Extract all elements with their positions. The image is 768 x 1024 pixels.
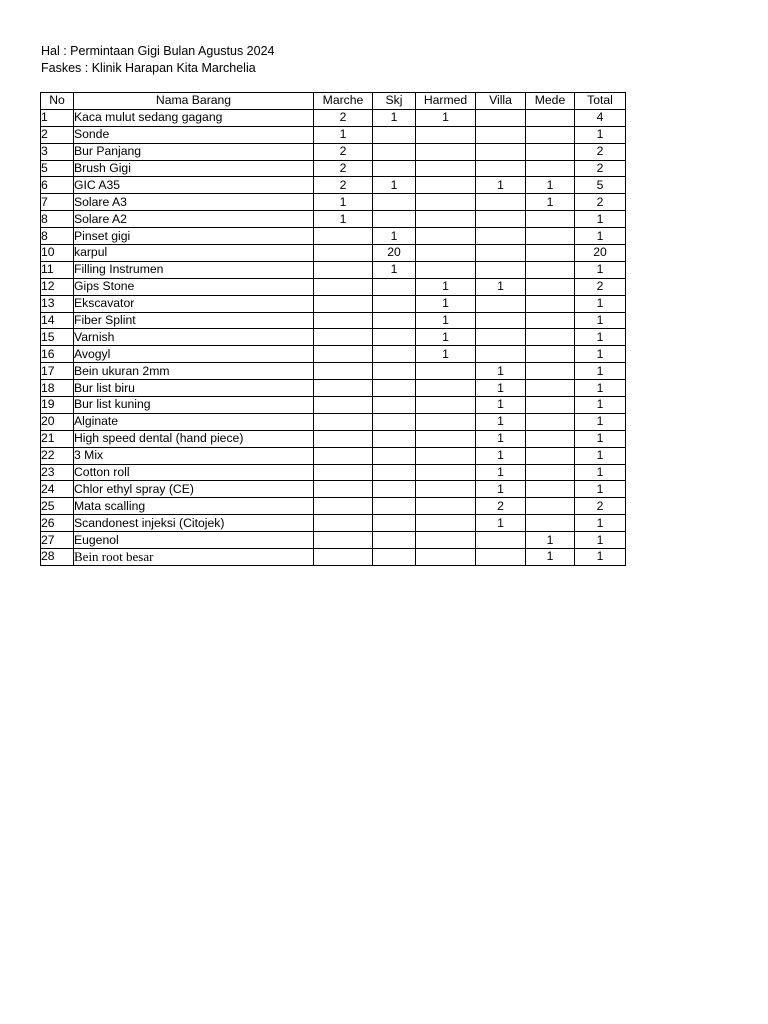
table-row <box>41 211 626 228</box>
cell-marche: 2 <box>314 109 373 126</box>
table-row <box>41 430 626 447</box>
cell-total: 1 <box>575 464 626 481</box>
cell-harmed <box>416 245 476 262</box>
cell-harmed <box>416 177 476 194</box>
cell-marche <box>314 312 373 329</box>
table-row <box>41 228 626 245</box>
cell-villa <box>476 228 526 245</box>
cell-harmed <box>416 515 476 532</box>
cell-total: 5 <box>575 177 626 194</box>
cell-total: 1 <box>575 363 626 380</box>
cell-marche <box>314 245 373 262</box>
cell-total: 1 <box>575 549 626 566</box>
cell-skj <box>373 329 416 346</box>
cell-no: 24 <box>41 481 74 498</box>
cell-mede <box>526 329 575 346</box>
cell-mede <box>526 413 575 430</box>
table-row <box>41 481 626 498</box>
cell-harmed <box>416 532 476 549</box>
cell-marche <box>314 481 373 498</box>
cell-harmed <box>416 397 476 414</box>
table-row <box>41 245 626 262</box>
cell-name: karpul <box>74 245 314 262</box>
cell-no: 8 <box>41 228 74 245</box>
table-row <box>41 464 626 481</box>
cell-villa: 1 <box>476 515 526 532</box>
cell-no: 8 <box>41 211 74 228</box>
cell-skj <box>373 464 416 481</box>
cell-mede <box>526 515 575 532</box>
cell-mede <box>526 160 575 177</box>
table-row <box>41 515 626 532</box>
cell-mede <box>526 430 575 447</box>
cell-name: Bur Panjang <box>74 143 314 160</box>
cell-no: 10 <box>41 245 74 262</box>
table-header-row <box>41 93 626 110</box>
cell-total: 1 <box>575 380 626 397</box>
cell-no: 21 <box>41 430 74 447</box>
cell-no: 28 <box>41 549 74 566</box>
cell-no: 18 <box>41 380 74 397</box>
cell-total: 1 <box>575 261 626 278</box>
cell-skj <box>373 515 416 532</box>
column-header-no: No <box>41 93 74 110</box>
cell-villa <box>476 261 526 278</box>
cell-skj <box>373 312 416 329</box>
cell-mede: 1 <box>526 532 575 549</box>
table-row <box>41 329 626 346</box>
cell-name: Mata scalling <box>74 498 314 515</box>
cell-villa: 2 <box>476 498 526 515</box>
cell-no: 27 <box>41 532 74 549</box>
cell-harmed: 1 <box>416 312 476 329</box>
cell-name: Ekscavator <box>74 295 314 312</box>
cell-name: Bein ukuran 2mm <box>74 363 314 380</box>
cell-name: Scandonest injeksi (Citojek) <box>74 515 314 532</box>
cell-total: 1 <box>575 211 626 228</box>
table-row <box>41 143 626 160</box>
cell-mede <box>526 380 575 397</box>
cell-villa: 1 <box>476 177 526 194</box>
cell-marche <box>314 261 373 278</box>
cell-harmed <box>416 363 476 380</box>
cell-skj <box>373 447 416 464</box>
cell-total: 2 <box>575 143 626 160</box>
cell-skj: 1 <box>373 261 416 278</box>
cell-marche <box>314 515 373 532</box>
cell-total: 1 <box>575 329 626 346</box>
cell-harmed <box>416 211 476 228</box>
cell-skj <box>373 363 416 380</box>
cell-no: 12 <box>41 278 74 295</box>
cell-villa: 1 <box>476 397 526 414</box>
cell-harmed <box>416 498 476 515</box>
cell-mede <box>526 211 575 228</box>
cell-harmed: 1 <box>416 346 476 363</box>
cell-name: Eugenol <box>74 532 314 549</box>
cell-villa: 1 <box>476 464 526 481</box>
cell-marche <box>314 532 373 549</box>
cell-villa <box>476 312 526 329</box>
cell-marche: 1 <box>314 211 373 228</box>
cell-marche: 2 <box>314 177 373 194</box>
cell-no: 14 <box>41 312 74 329</box>
column-header-skj: Skj <box>373 93 416 110</box>
cell-total: 1 <box>575 430 626 447</box>
cell-skj <box>373 532 416 549</box>
table-row <box>41 194 626 211</box>
cell-villa <box>476 346 526 363</box>
cell-name: Solare A2 <box>74 211 314 228</box>
cell-mede <box>526 397 575 414</box>
cell-name: Cotton roll <box>74 464 314 481</box>
cell-skj: 20 <box>373 245 416 262</box>
table-row <box>41 278 626 295</box>
cell-marche <box>314 329 373 346</box>
cell-no: 13 <box>41 295 74 312</box>
cell-name: GIC A35 <box>74 177 314 194</box>
cell-no: 3 <box>41 143 74 160</box>
cell-skj <box>373 430 416 447</box>
cell-skj: 1 <box>373 177 416 194</box>
cell-harmed <box>416 380 476 397</box>
cell-villa <box>476 126 526 143</box>
table-row <box>41 312 626 329</box>
cell-no: 19 <box>41 397 74 414</box>
cell-name: Bur list kuning <box>74 397 314 414</box>
cell-no: 26 <box>41 515 74 532</box>
cell-total: 2 <box>575 278 626 295</box>
cell-total: 1 <box>575 346 626 363</box>
column-header-mede: Mede <box>526 93 575 110</box>
table-row <box>41 346 626 363</box>
cell-mede <box>526 363 575 380</box>
cell-name: High speed dental (hand piece) <box>74 430 314 447</box>
cell-skj <box>373 143 416 160</box>
subject-line: Hal : Permintaan Gigi Bulan Agustus 2024 <box>41 44 275 58</box>
cell-no: 25 <box>41 498 74 515</box>
cell-mede <box>526 143 575 160</box>
cell-villa <box>476 295 526 312</box>
cell-skj <box>373 413 416 430</box>
cell-total: 2 <box>575 160 626 177</box>
cell-mede <box>526 346 575 363</box>
cell-skj <box>373 346 416 363</box>
cell-name: Solare A3 <box>74 194 314 211</box>
cell-mede <box>526 245 575 262</box>
column-header-marche: Marche <box>314 93 373 110</box>
cell-marche <box>314 549 373 566</box>
cell-mede <box>526 261 575 278</box>
cell-no: 15 <box>41 329 74 346</box>
cell-name: Filling Instrumen <box>74 261 314 278</box>
cell-no: 17 <box>41 363 74 380</box>
cell-harmed <box>416 447 476 464</box>
cell-name: Brush Gigi <box>74 160 314 177</box>
cell-name: Sonde <box>74 126 314 143</box>
table-row <box>41 447 626 464</box>
cell-name: Kaca mulut sedang gagang <box>74 109 314 126</box>
cell-no: 2 <box>41 126 74 143</box>
cell-mede <box>526 498 575 515</box>
cell-total: 2 <box>575 194 626 211</box>
cell-no: 16 <box>41 346 74 363</box>
table-row <box>41 498 626 515</box>
cell-harmed <box>416 481 476 498</box>
cell-total: 1 <box>575 295 626 312</box>
cell-no: 22 <box>41 447 74 464</box>
cell-total: 1 <box>575 397 626 414</box>
cell-marche <box>314 447 373 464</box>
cell-marche: 2 <box>314 143 373 160</box>
cell-skj <box>373 160 416 177</box>
cell-harmed <box>416 143 476 160</box>
table-row <box>41 160 626 177</box>
cell-villa: 1 <box>476 481 526 498</box>
cell-marche <box>314 430 373 447</box>
cell-mede <box>526 228 575 245</box>
cell-harmed <box>416 228 476 245</box>
cell-name: Varnish <box>74 329 314 346</box>
cell-villa <box>476 329 526 346</box>
table-row <box>41 549 626 566</box>
cell-villa <box>476 194 526 211</box>
table-row <box>41 177 626 194</box>
cell-harmed <box>416 261 476 278</box>
cell-no: 1 <box>41 109 74 126</box>
cell-villa: 1 <box>476 278 526 295</box>
cell-harmed: 1 <box>416 329 476 346</box>
cell-no: 23 <box>41 464 74 481</box>
cell-total: 2 <box>575 498 626 515</box>
facility-line: Faskes : Klinik Harapan Kita Marchelia <box>41 61 256 75</box>
cell-villa: 1 <box>476 447 526 464</box>
cell-no: 11 <box>41 261 74 278</box>
cell-mede <box>526 126 575 143</box>
cell-name: Gips Stone <box>74 278 314 295</box>
cell-name: Avogyl <box>74 346 314 363</box>
cell-marche <box>314 278 373 295</box>
cell-villa <box>476 532 526 549</box>
cell-total: 1 <box>575 413 626 430</box>
cell-villa <box>476 245 526 262</box>
cell-villa <box>476 549 526 566</box>
cell-skj <box>373 278 416 295</box>
cell-mede <box>526 312 575 329</box>
cell-skj: 1 <box>373 109 416 126</box>
cell-harmed <box>416 430 476 447</box>
cell-villa <box>476 160 526 177</box>
cell-marche <box>314 413 373 430</box>
cell-total: 20 <box>575 245 626 262</box>
cell-total: 1 <box>575 515 626 532</box>
cell-harmed <box>416 126 476 143</box>
cell-villa <box>476 211 526 228</box>
cell-harmed: 1 <box>416 278 476 295</box>
cell-mede <box>526 295 575 312</box>
table-body <box>41 109 626 565</box>
table-row <box>41 413 626 430</box>
cell-skj <box>373 498 416 515</box>
cell-mede <box>526 278 575 295</box>
cell-harmed <box>416 194 476 211</box>
cell-villa: 1 <box>476 430 526 447</box>
cell-name: Bur list biru <box>74 380 314 397</box>
cell-villa: 1 <box>476 413 526 430</box>
table-row <box>41 295 626 312</box>
cell-mede <box>526 447 575 464</box>
cell-mede: 1 <box>526 177 575 194</box>
cell-skj: 1 <box>373 228 416 245</box>
cell-marche <box>314 380 373 397</box>
cell-harmed <box>416 549 476 566</box>
table-row <box>41 397 626 414</box>
cell-marche: 2 <box>314 160 373 177</box>
cell-harmed <box>416 160 476 177</box>
cell-villa <box>476 109 526 126</box>
cell-skj <box>373 126 416 143</box>
cell-marche <box>314 464 373 481</box>
cell-skj <box>373 397 416 414</box>
cell-total: 1 <box>575 481 626 498</box>
cell-mede: 1 <box>526 549 575 566</box>
column-header-nama-barang: Nama Barang <box>74 93 314 110</box>
cell-skj <box>373 380 416 397</box>
cell-total: 1 <box>575 532 626 549</box>
cell-villa: 1 <box>476 363 526 380</box>
cell-marche <box>314 363 373 380</box>
column-header-harmed: Harmed <box>416 93 476 110</box>
cell-villa: 1 <box>476 380 526 397</box>
cell-skj <box>373 295 416 312</box>
cell-marche: 1 <box>314 194 373 211</box>
cell-skj <box>373 194 416 211</box>
cell-skj <box>373 549 416 566</box>
cell-skj <box>373 211 416 228</box>
cell-harmed: 1 <box>416 295 476 312</box>
cell-name: Fiber Splint <box>74 312 314 329</box>
table-row <box>41 126 626 143</box>
column-header-villa: Villa <box>476 93 526 110</box>
cell-no: 6 <box>41 177 74 194</box>
cell-no: 20 <box>41 413 74 430</box>
cell-harmed <box>416 464 476 481</box>
request-table <box>40 92 626 566</box>
column-header-total: Total <box>575 93 626 110</box>
document-header <box>41 43 274 77</box>
cell-marche <box>314 295 373 312</box>
cell-total: 1 <box>575 447 626 464</box>
cell-skj <box>373 481 416 498</box>
cell-name: Bein root besar <box>74 549 314 566</box>
cell-mede <box>526 481 575 498</box>
cell-no: 7 <box>41 194 74 211</box>
cell-name: Alginate <box>74 413 314 430</box>
table-row <box>41 363 626 380</box>
cell-name: 3 Mix <box>74 447 314 464</box>
cell-harmed: 1 <box>416 109 476 126</box>
table-row <box>41 261 626 278</box>
cell-mede <box>526 109 575 126</box>
cell-no: 5 <box>41 160 74 177</box>
cell-marche <box>314 228 373 245</box>
cell-total: 1 <box>575 312 626 329</box>
cell-name: Pinset gigi <box>74 228 314 245</box>
cell-mede <box>526 464 575 481</box>
table-row <box>41 109 626 126</box>
cell-villa <box>476 143 526 160</box>
cell-total: 4 <box>575 109 626 126</box>
cell-mede: 1 <box>526 194 575 211</box>
cell-marche: 1 <box>314 126 373 143</box>
cell-total: 1 <box>575 228 626 245</box>
table-row <box>41 380 626 397</box>
cell-marche <box>314 498 373 515</box>
cell-marche <box>314 397 373 414</box>
cell-name: Chlor ethyl spray (CE) <box>74 481 314 498</box>
cell-harmed <box>416 413 476 430</box>
table-row <box>41 532 626 549</box>
cell-total: 1 <box>575 126 626 143</box>
cell-marche <box>314 346 373 363</box>
